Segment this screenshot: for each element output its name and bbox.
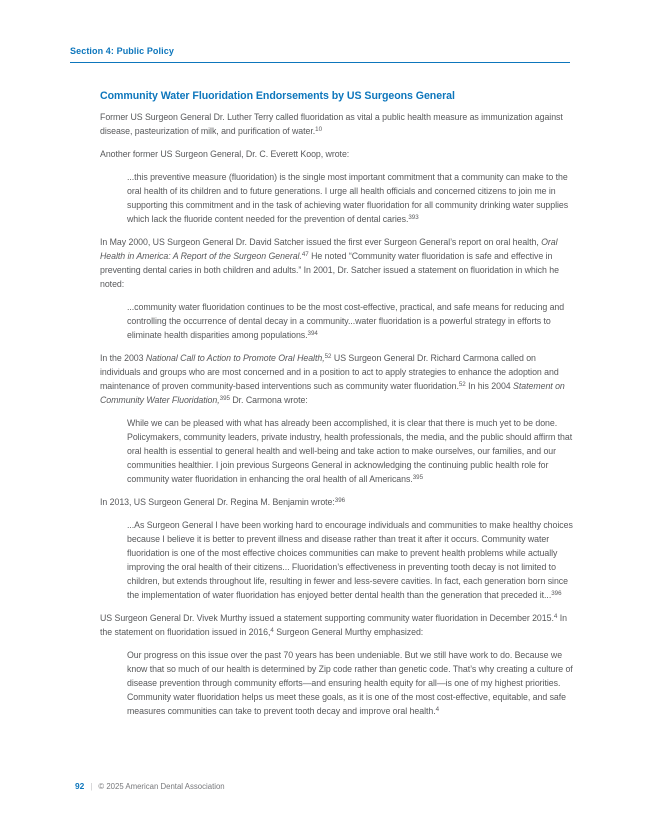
page-number: 92 (75, 781, 85, 791)
block-quote: ...As Surgeon General I have been working hard to encourage individuals and communities to make healthy choices because I believe it is better to prevent illness and disease rather than treat it after it occurs. Community water fluoridation is one of the most effective choices communities can make to prevent health problems while actually improving the oral health of their citizens... Fluoridation’s effectiveness in preventing tooth decay is not limited to children, but extends throughout life, resulting in fewer and less-severe cavities. In fact, each generation born since the implementation of water fluoridation has enjoyed better dental health than the generation that preceded it...$^{396}$ (127, 520, 573, 600)
paragraph: In May 2000, US Surgeon General Dr. David Satcher issued the first ever Surgeon General’s report on oral health, Oral Health in America: A Report of the Surgeon General.$^{47}$ He noted “Community water fluoridation is safe and effective in preventing dental caries in both children and adults.” In 2001, Dr. Satcher issued a statement on fluoridation in which he noted: (100, 237, 559, 289)
page-title: Community Water Fluoridation Endorsements by US Surgeons General (100, 90, 455, 102)
block-quote: ...community water fluoridation continues to be the most cost-effective, practical, and safe means for reducing and controlling the occurrence of dental decay in a community...water fluoridation is a powerful strategy in efforts to eliminate health disparities among populations.$^{394}$ (127, 302, 565, 340)
section-header: Section 4: Public Policy (70, 46, 570, 63)
footer-separator: | (90, 782, 93, 791)
page-footer (75, 781, 225, 791)
paragraph: US Surgeon General Dr. Vivek Murthy issued a statement supporting community water fluoridation in December 2015.$^4$ In the statement on fluoridation issued in 2016,$^4$ Surgeon General Murthy emphasized: (100, 613, 567, 637)
page-content (100, 90, 577, 727)
paragraph: Former US Surgeon General Dr. Luther Terry called fluoridation as vital a public health measure as immunization against disease, pasteurization of milk, and purification of water.$^{10}$ (100, 112, 563, 136)
block-quote: ...this preventive measure (fluoridation) is the single most important commitment that a community can make to the oral health of its children and to future generations. I urge all health officials and concerned citizens to join me in supporting this commitment and in the task of achieving water fluoridation for all community drinking water supplies which lack the fluoride content needed for the prevention of dental caries.$^{393}$ (127, 172, 569, 224)
block-quote: Our progress on this issue over the past 70 years has been undeniable. But we still have work to do. Because we know that so much of our health is determined by Zip code rather than genetic code. That’s why creating a culture of disease prevention through community efforts—and ensuring health equity for all—is one of my highest priorities. Community water fluoridation helps us meet these goals, as it is one of the most cost-effective, equitable, and safe measures communities can take to prevent tooth decay and improve oral health.$^4$ (127, 650, 573, 716)
paragraph: Another former US Surgeon General, Dr. C. Everett Koop, wrote: (100, 149, 350, 159)
block-quote: While we can be pleased with what has already been accomplished, it is clear that there is much yet to be done. Policymakers, community leaders, private industry, health professionals, the media, and the public should affirm that oral health is essential to general health and well-being and take action to make ourselves, our families, and our communities healthier. I join previous Surgeons General in acknowledging the continuing public health role for community water fluoridation in enhancing the oral health of all Americans.$^{395}$ (127, 418, 573, 484)
paragraph: In the 2003 National Call to Action to Promote Oral Health,$^{52}$ US Surgeon General Dr. Richard Carmona called on individuals and groups who are most concerned and in a position to act to apply strategies to enhance the adoption and maintenance of proven community-based interventions such as community water fluoridation.$^{52}$ In his 2004 Statement on Community Water Fluoridation,$^{395}$ Dr. Carmona wrote: (100, 353, 565, 405)
copyright-text: © 2025 American Dental Association (98, 782, 225, 791)
paragraph: In 2013, US Surgeon General Dr. Regina M. Benjamin wrote:$^{396}$ (100, 497, 346, 507)
